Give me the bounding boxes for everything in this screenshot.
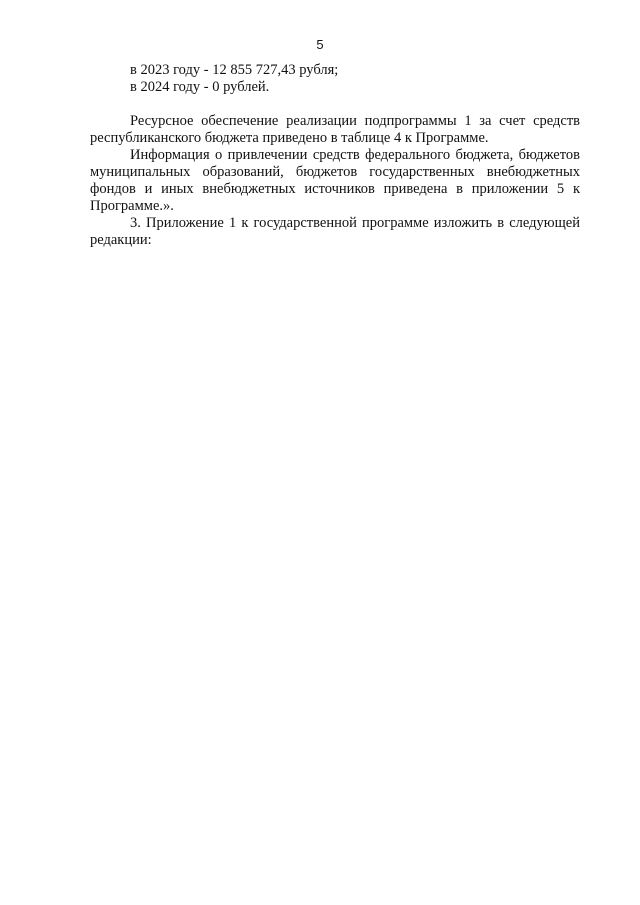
paragraph-resource-provision: Ресурсное обеспечение реализации подпрограммы 1 за счет средств республиканского бюджета приведено в таблице 4 к Программе. <box>90 113 580 146</box>
budget-line-2024: в 2024 году - 0 рублей. <box>130 79 270 95</box>
document-body <box>90 62 580 249</box>
paragraph-funding-information: Информация о привлечении средств федерального бюджета, бюджетов муниципальных образований, бюджетов государственных внебюджетных фондов и иных внебюджетных источников приведена в приложении 5 к Программе.». <box>90 147 580 214</box>
paragraph-appendix-instruction: 3. Приложение 1 к государственной программе изложить в следующей редакции: <box>90 215 580 248</box>
page-number: 5 <box>316 37 324 52</box>
budget-line-2023: в 2023 году - 12 855 727,43 рубля; <box>130 62 339 78</box>
